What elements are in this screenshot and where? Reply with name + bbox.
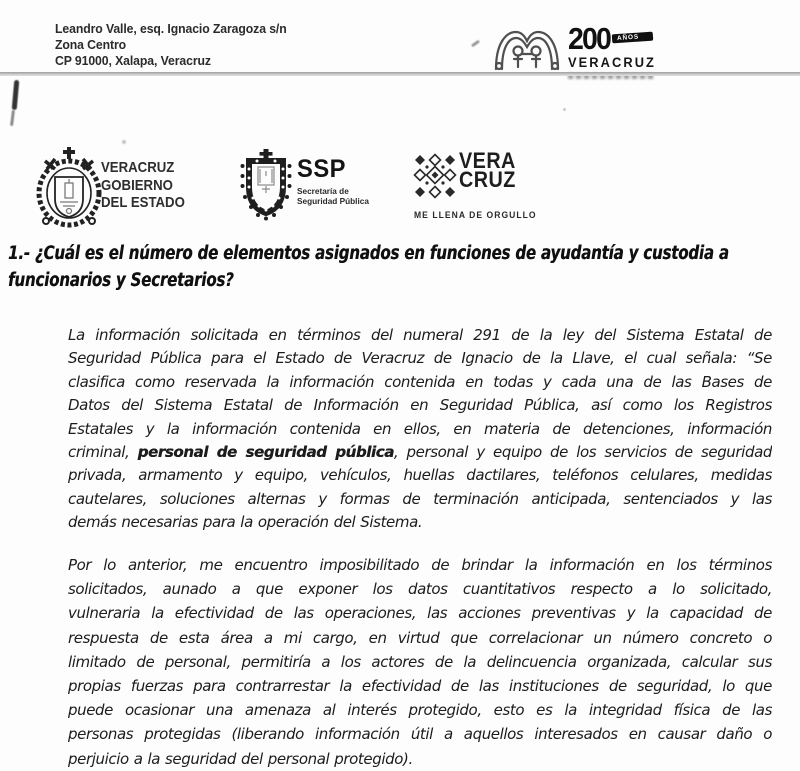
paragraph-1: [68, 324, 772, 535]
gobierno-line-del-estado: DEL ESTADO: [101, 194, 185, 211]
paragraph-line: Datos del Sistema Estatal de Información en Seguridad Pública, así como los Registros: [68, 396, 772, 415]
paragraph-2: [68, 553, 772, 771]
gobierno-line-veracruz: VERACRUZ: [101, 159, 175, 176]
scan-speck: [122, 140, 126, 144]
bicentennial-wordmark: VERACRUZ: [568, 55, 656, 70]
scan-speck: [471, 40, 480, 48]
paragraph-line: personas protegidas (liberando información útil a aquellos interesados en causar daño o: [68, 725, 772, 744]
address-block: [55, 21, 287, 69]
line-pre-text: criminal,: [68, 442, 138, 461]
bicentennial-arch-icon: [492, 27, 562, 77]
veracruz-state-seal-icon: [27, 145, 111, 235]
bicentennial-number: 200: [568, 21, 611, 56]
paragraph-line: Seguridad Pública para el Estado de Veracruz de Ignacio de la Llave, el cual señala: “Se: [68, 349, 772, 368]
paragraph-line: Estatales y la información contenida en ellos, en materia de detenciones, información: [68, 419, 772, 438]
ssp-acronym: SSP: [297, 155, 346, 183]
paragraph-line: respuesta de esta área a mi cargo, en virtud que correlacionar un número concreto o: [68, 628, 772, 647]
paragraph-line: solicitados, aunado a que exponer los datos cuantitativos respecto a lo solicitado,: [68, 580, 772, 599]
gobierno-wordmark: [101, 159, 185, 212]
veracruz-brand-word1: VERA: [459, 148, 516, 173]
paragraph-line: limitado de personal, permitiría a los actores de la delincuencia organizada, calcular sus: [68, 652, 772, 671]
veracruz-brand-word2: CRUZ: [459, 167, 516, 192]
address-line-street: Leandro Valle, esq. Ignacio Zaragoza s/n: [55, 22, 287, 36]
paragraph-line: Por lo anterior, me encuentro imposibilitado de brindar la información en los términos: [68, 556, 772, 574]
line-post-text: , personal y equipo de los servicios de seguridad: [393, 442, 772, 461]
question-line1: 1.- ¿Cuál es el número de elementos asignados en funciones de ayudantía y custodia a: [8, 243, 729, 264]
paragraph-line: demás necesarias para la operación del Sistema.: [68, 513, 423, 532]
ssp-subtitle-line1: Secretaría de: [297, 186, 349, 196]
question-heading: [8, 240, 800, 294]
veracruz-brand-wordmark: [459, 148, 516, 192]
paragraph-line: cautelares, soluciones alternas y formas de terminación anticipada, sentenciados y las: [68, 489, 772, 508]
bicentennial-logo: [568, 21, 678, 79]
veracruz-brand-tagline: ME LLENA DE ORGULLO: [414, 210, 537, 220]
scan-speck: [563, 108, 566, 111]
ssp-subtitle-line2: Seguridad Pública: [297, 196, 369, 206]
address-line-district: Zona Centro: [55, 38, 127, 52]
scan-artifact-mark: [12, 80, 20, 110]
scan-artifact-mark: [10, 110, 15, 126]
paragraph-line: clasifica como reservada la información contenida en todas y cada una de las Bases de: [68, 372, 772, 391]
paragraph-line: propias fuerzas para contrarrestar la efectividad de las instituciones de seguridad, lo que: [68, 676, 772, 695]
header-divider: [0, 72, 800, 76]
ssp-wordmark-block: [297, 157, 371, 206]
gobierno-line-gobierno: GOBIERNO: [101, 176, 173, 194]
paragraph-line: vulneraria la efectividad de las operaciones, las acciones preventivas y la capacidad de: [68, 604, 772, 623]
paragraph-line: La información solicitada en términos del numeral 291 de la ley del Sistema Estatal de: [68, 326, 772, 344]
paragraph-line: puede ocasionar una amenaza al interés protegido, esto es la integridad física de las: [68, 701, 772, 720]
paragraph-line-with-bold: [68, 441, 772, 464]
anos-banner: AÑOS: [612, 32, 654, 44]
ssp-shield-icon: [240, 149, 292, 225]
veracruz-textile-pattern-icon: [413, 153, 457, 203]
address-line-city: CP 91000, Xalapa, Veracruz: [55, 54, 211, 68]
ssp-subtitle: [297, 186, 369, 206]
bold-segment: personal de seguridad pública: [137, 442, 394, 461]
paragraph-line: privada, armamento y equipo, vehículos, huellas dactilares, teléfonos celulares, medidas: [68, 466, 772, 485]
paragraph-line: perjuicio a la seguridad del personal protegido).: [68, 749, 413, 768]
question-line2: funcionarios y Secretarios?: [8, 270, 234, 291]
